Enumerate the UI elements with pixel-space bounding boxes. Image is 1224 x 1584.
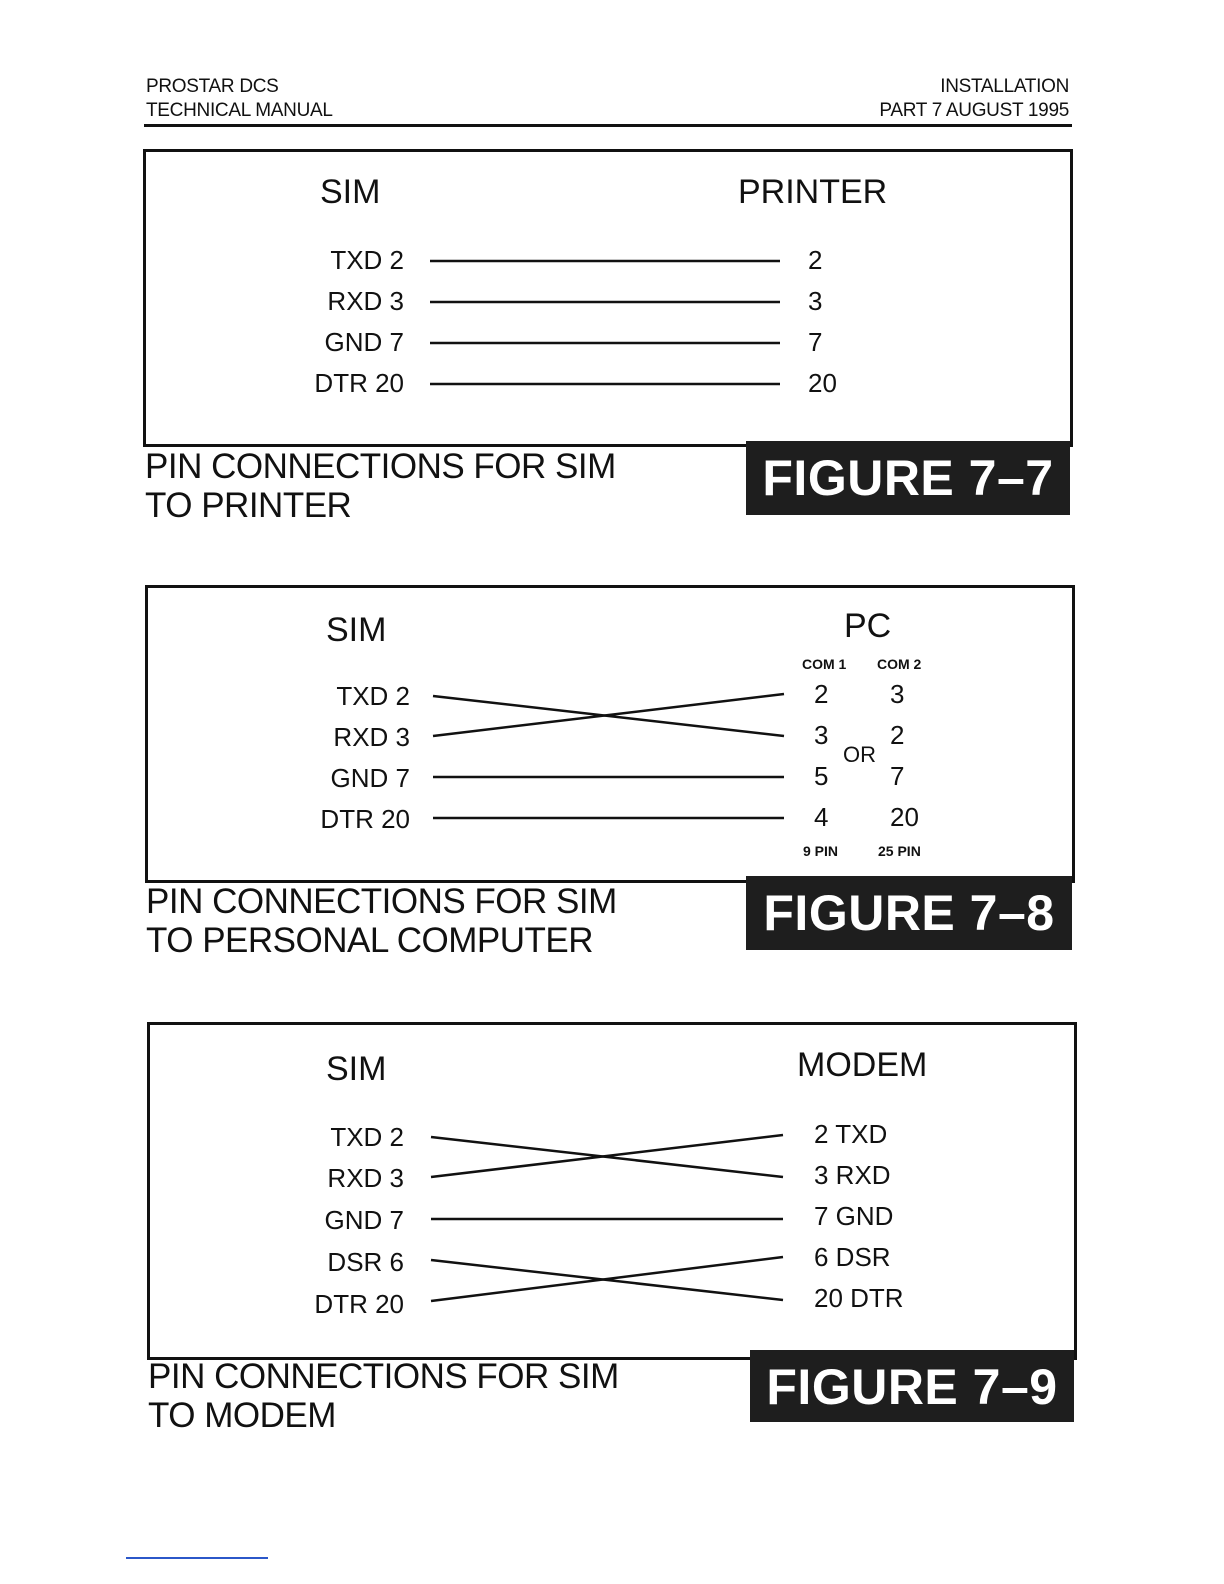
modem-pin-gnd: 7 GND — [814, 1201, 894, 1231]
printer-pin-2: 2 — [808, 245, 823, 275]
sim-pin-txd: TXD 2 — [336, 681, 410, 711]
header-left — [146, 75, 333, 123]
or-label: OR — [843, 742, 876, 767]
figure-7-7-caption — [145, 447, 616, 525]
caption-line: TO PRINTER — [145, 486, 352, 525]
com1-pin: 2 — [814, 679, 829, 709]
com2-pin: 2 — [890, 720, 905, 750]
sim-pin-gnd: GND 7 — [324, 1205, 404, 1235]
caption-line: PIN CONNECTIONS FOR SIM — [148, 1357, 619, 1396]
figure-7-7-wires — [146, 152, 1070, 444]
com2-pin: 20 — [890, 802, 919, 832]
figure-7-7-badge: FIGURE 7–7 — [746, 441, 1070, 515]
sim-pin-dsr: DSR 6 — [327, 1247, 404, 1277]
com1-pin: 3 — [814, 720, 829, 750]
9-pin-label: 9 PIN — [803, 843, 839, 859]
figure-7-9-diagram — [147, 1022, 1077, 1360]
sim-title: SIM — [320, 173, 381, 211]
com2-label: COM 2 — [877, 656, 922, 672]
figure-7-7-diagram — [143, 149, 1073, 447]
caption-line: TO MODEM — [148, 1396, 336, 1435]
caption-line: TO PERSONAL COMPUTER — [146, 921, 594, 960]
modem-pin-dtr: 20 DTR — [814, 1283, 904, 1313]
sim-pin-txd: TXD 2 — [330, 1122, 404, 1152]
sim-pin-rxd: RXD 3 — [327, 1163, 404, 1193]
section-title: INSTALLATION — [940, 76, 1069, 97]
pc-title: PC — [844, 607, 892, 645]
sim-pin-dtr: DTR 20 — [314, 368, 404, 398]
sim-title: SIM — [326, 1050, 387, 1088]
figure-7-9-wires — [150, 1025, 1074, 1357]
caption-line: PIN CONNECTIONS FOR SIM — [146, 882, 617, 921]
figure-7-8-caption — [146, 882, 617, 960]
header-rule — [144, 124, 1072, 127]
caption-line: PIN CONNECTIONS FOR SIM — [145, 447, 616, 486]
com1-label: COM 1 — [802, 656, 847, 672]
sim-pin-gnd: GND 7 — [330, 763, 410, 793]
sim-pin-rxd: RXD 3 — [327, 286, 404, 316]
printer-pin-7: 7 — [808, 327, 823, 357]
figure-7-9-badge: FIGURE 7–9 — [750, 1350, 1074, 1422]
footer-rule — [126, 1557, 268, 1559]
com1-pin: 4 — [814, 802, 829, 832]
printer-pin-20: 20 — [808, 368, 837, 398]
figure-7-8-wires — [148, 588, 1072, 880]
printer-title: PRINTER — [738, 173, 888, 211]
part-date: PART 7 AUGUST 1995 — [879, 100, 1069, 121]
sim-pin-txd: TXD 2 — [330, 245, 404, 275]
com2-pin: 3 — [890, 679, 905, 709]
com1-pin: 5 — [814, 761, 829, 791]
25-pin-label: 25 PIN — [878, 843, 921, 859]
sim-pin-dtr: DTR 20 — [320, 804, 410, 834]
modem-pin-txd: 2 TXD — [814, 1119, 888, 1149]
modem-pin-dsr: 6 DSR — [814, 1242, 891, 1272]
manual-product-title: PROSTAR DCS — [146, 76, 279, 97]
sim-pin-rxd: RXD 3 — [333, 722, 410, 752]
manual-type: TECHNICAL MANUAL — [146, 100, 333, 121]
modem-pin-rxd: 3 RXD — [814, 1160, 891, 1190]
figure-7-8-diagram — [145, 585, 1075, 883]
modem-title: MODEM — [797, 1046, 928, 1084]
sim-pin-dtr: DTR 20 — [314, 1289, 404, 1319]
sim-title: SIM — [326, 611, 387, 649]
figure-7-8-badge: FIGURE 7–8 — [746, 876, 1072, 950]
figure-7-9-caption — [148, 1357, 619, 1435]
com2-pin: 7 — [890, 761, 905, 791]
sim-pin-gnd: GND 7 — [324, 327, 404, 357]
header-right — [879, 75, 1069, 123]
printer-pin-3: 3 — [808, 286, 823, 316]
